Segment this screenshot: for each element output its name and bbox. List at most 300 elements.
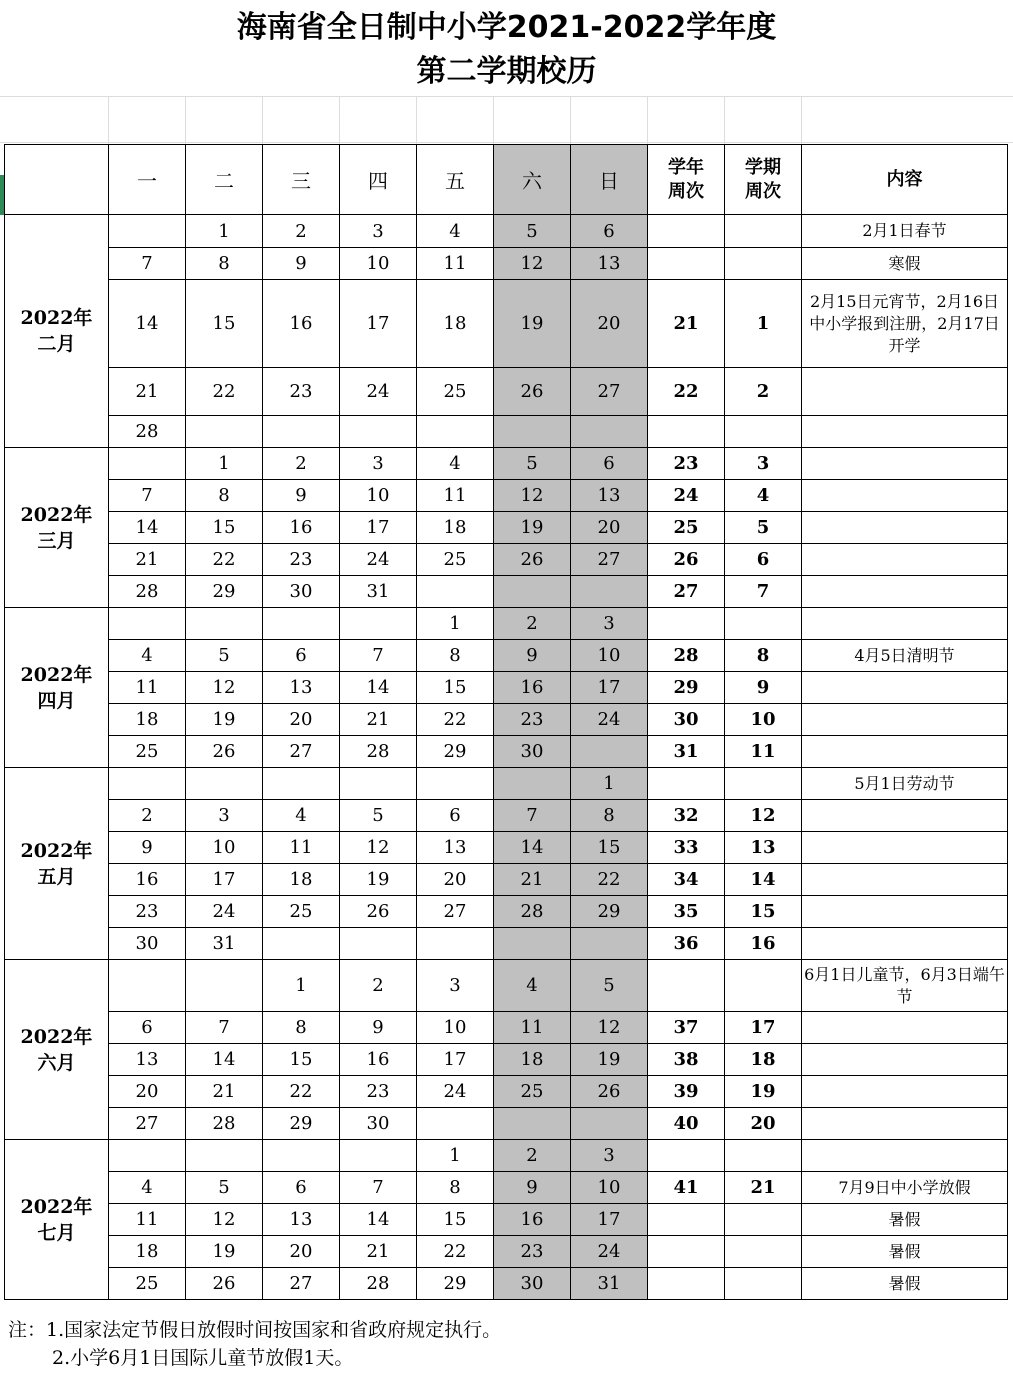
day-cell: 10	[340, 480, 417, 512]
day-cell: 28	[340, 736, 417, 768]
day-cell: 29	[417, 736, 494, 768]
day-cell: 15	[417, 672, 494, 704]
content-cell	[802, 512, 1008, 544]
day-cell: 24	[186, 896, 263, 928]
content-cell	[802, 480, 1008, 512]
day-cell: 1	[571, 768, 648, 800]
day-cell: 30	[494, 1268, 571, 1300]
week-row	[5, 736, 1008, 768]
day-cell: 26	[494, 544, 571, 576]
day-cell	[340, 416, 417, 448]
day-cell: 4	[109, 640, 186, 672]
school-year-week-cell	[648, 215, 725, 248]
school-year-week-cell	[648, 1268, 725, 1300]
content-cell	[802, 896, 1008, 928]
day-cell	[340, 1140, 417, 1172]
day-cell: 7	[340, 640, 417, 672]
semester-week-cell	[725, 248, 802, 280]
day-cell: 28	[494, 896, 571, 928]
semester-week-cell: 8	[725, 640, 802, 672]
week-row	[5, 576, 1008, 608]
school-year-week-cell: 35	[648, 896, 725, 928]
content-cell	[802, 608, 1008, 640]
day-cell	[494, 576, 571, 608]
content-cell	[802, 1108, 1008, 1140]
school-year-week-cell: 38	[648, 1044, 725, 1076]
day-cell	[494, 416, 571, 448]
content-cell	[802, 704, 1008, 736]
day-cell: 28	[109, 416, 186, 448]
day-cell	[186, 416, 263, 448]
day-cell: 4	[417, 448, 494, 480]
semester-week-cell: 10	[725, 704, 802, 736]
month-label: 2022年 六月	[5, 960, 109, 1140]
day-cell: 23	[494, 1236, 571, 1268]
day-cell: 31	[186, 928, 263, 960]
page-title: 海南省全日制中小学2021-2022学年度	[236, 10, 777, 45]
semester-week-cell	[725, 608, 802, 640]
day-cell	[494, 928, 571, 960]
school-year-week-cell: 29	[648, 672, 725, 704]
content-cell	[802, 1140, 1008, 1172]
month-label: 2022年 四月	[5, 608, 109, 768]
day-cell: 27	[417, 896, 494, 928]
day-cell: 5	[494, 215, 571, 248]
day-cell: 21	[340, 704, 417, 736]
day-cell: 16	[494, 1204, 571, 1236]
content-cell: 6月1日儿童节，6月3日端午节	[802, 960, 1008, 1012]
content-cell	[802, 832, 1008, 864]
page-subtitle: 第二学期校历	[416, 54, 597, 89]
day-cell: 20	[571, 280, 648, 368]
day-cell: 19	[494, 512, 571, 544]
day-cell: 27	[263, 1268, 340, 1300]
week-row	[5, 1108, 1008, 1140]
day-cell: 13	[109, 1044, 186, 1076]
content-cell	[802, 928, 1008, 960]
day-cell: 21	[186, 1076, 263, 1108]
week-row	[5, 544, 1008, 576]
content-cell: 寒假	[802, 248, 1008, 280]
day-cell: 4	[494, 960, 571, 1012]
day-cell: 27	[109, 1108, 186, 1140]
content-cell: 4月5日清明节	[802, 640, 1008, 672]
day-cell: 12	[340, 832, 417, 864]
day-cell: 20	[263, 704, 340, 736]
week-row	[5, 1204, 1008, 1236]
day-cell	[186, 768, 263, 800]
day-cell: 31	[340, 576, 417, 608]
week-row	[5, 1012, 1008, 1044]
content-cell	[802, 1076, 1008, 1108]
day-cell: 8	[263, 1012, 340, 1044]
day-cell: 17	[186, 864, 263, 896]
school-year-week-cell: 33	[648, 832, 725, 864]
day-cell: 11	[494, 1012, 571, 1044]
week-row	[5, 800, 1008, 832]
day-cell: 18	[109, 1236, 186, 1268]
school-year-week-cell	[648, 248, 725, 280]
day-cell: 5	[186, 1172, 263, 1204]
semester-week-header: 学期 周次	[725, 145, 802, 215]
day-cell: 2	[263, 215, 340, 248]
day-cell: 22	[186, 544, 263, 576]
school-year-week-cell: 34	[648, 864, 725, 896]
week-row	[5, 1236, 1008, 1268]
day-cell: 6	[263, 1172, 340, 1204]
school-year-week-cell: 41	[648, 1172, 725, 1204]
day-cell: 8	[186, 480, 263, 512]
school-year-week-cell: 39	[648, 1076, 725, 1108]
day-cell: 1	[186, 448, 263, 480]
day-cell: 28	[109, 576, 186, 608]
day-cell: 13	[571, 480, 648, 512]
week-row	[5, 416, 1008, 448]
footnote-2: 2.小学6月1日国际儿童节放假1天。	[52, 1347, 354, 1369]
school-year-week-cell: 31	[648, 736, 725, 768]
day-cell: 11	[109, 672, 186, 704]
day-cell: 14	[186, 1044, 263, 1076]
day-cell: 15	[186, 512, 263, 544]
day-cell: 25	[109, 736, 186, 768]
content-cell	[802, 448, 1008, 480]
day-cell: 8	[186, 248, 263, 280]
semester-week-cell	[725, 215, 802, 248]
content-cell	[802, 576, 1008, 608]
school-year-week-cell	[648, 1140, 725, 1172]
day-cell: 12	[494, 248, 571, 280]
day-cell: 25	[417, 544, 494, 576]
weekday-header: 日	[571, 145, 648, 215]
day-cell: 2	[263, 448, 340, 480]
school-year-week-cell: 28	[648, 640, 725, 672]
day-cell: 1	[417, 608, 494, 640]
day-cell: 10	[571, 1172, 648, 1204]
week-row	[5, 480, 1008, 512]
footnote-1: 注：1.国家法定节假日放假时间按国家和省政府规定执行。	[8, 1319, 502, 1341]
day-cell	[186, 960, 263, 1012]
week-row	[5, 512, 1008, 544]
day-cell: 12	[571, 1012, 648, 1044]
day-cell: 6	[263, 640, 340, 672]
day-cell: 28	[340, 1268, 417, 1300]
day-cell	[186, 1140, 263, 1172]
day-cell: 26	[186, 736, 263, 768]
day-cell: 17	[340, 280, 417, 368]
day-cell: 8	[417, 640, 494, 672]
day-cell: 23	[263, 368, 340, 416]
day-cell: 18	[417, 512, 494, 544]
day-cell: 5	[186, 640, 263, 672]
day-cell: 5	[494, 448, 571, 480]
semester-week-cell: 6	[725, 544, 802, 576]
day-cell	[494, 1108, 571, 1140]
day-cell	[571, 736, 648, 768]
gridline	[493, 96, 494, 144]
day-cell: 8	[417, 1172, 494, 1204]
week-row	[5, 768, 1008, 800]
week-row	[5, 1268, 1008, 1300]
day-cell: 29	[417, 1268, 494, 1300]
school-year-week-cell: 25	[648, 512, 725, 544]
day-cell: 2	[340, 960, 417, 1012]
weekday-header: 六	[494, 145, 571, 215]
school-year-week-cell: 37	[648, 1012, 725, 1044]
day-cell: 9	[494, 1172, 571, 1204]
week-row	[5, 864, 1008, 896]
content-cell: 暑假	[802, 1268, 1008, 1300]
day-cell: 12	[186, 672, 263, 704]
day-cell: 3	[186, 800, 263, 832]
weekday-header: 三	[263, 145, 340, 215]
day-cell: 8	[571, 800, 648, 832]
week-row	[5, 928, 1008, 960]
day-cell: 19	[571, 1044, 648, 1076]
day-cell: 21	[340, 1236, 417, 1268]
header-row	[5, 145, 1008, 215]
day-cell	[417, 928, 494, 960]
day-cell: 30	[340, 1108, 417, 1140]
semester-week-cell	[725, 1140, 802, 1172]
day-cell: 2	[109, 800, 186, 832]
day-cell: 24	[571, 704, 648, 736]
day-cell: 24	[340, 368, 417, 416]
day-cell: 6	[571, 215, 648, 248]
semester-week-cell: 4	[725, 480, 802, 512]
school-year-week-cell: 26	[648, 544, 725, 576]
day-cell: 7	[340, 1172, 417, 1204]
day-cell: 18	[109, 704, 186, 736]
semester-week-cell: 7	[725, 576, 802, 608]
day-cell	[340, 608, 417, 640]
week-row	[5, 368, 1008, 416]
content-cell: 2月1日春节	[802, 215, 1008, 248]
school-year-week-cell: 36	[648, 928, 725, 960]
school-year-week-cell: 30	[648, 704, 725, 736]
day-cell: 23	[494, 704, 571, 736]
day-cell	[109, 448, 186, 480]
content-cell	[802, 1012, 1008, 1044]
week-row	[5, 672, 1008, 704]
school-year-week-cell	[648, 768, 725, 800]
day-cell: 6	[571, 448, 648, 480]
day-cell: 13	[263, 672, 340, 704]
day-cell: 7	[186, 1012, 263, 1044]
day-cell: 10	[340, 248, 417, 280]
day-cell: 26	[571, 1076, 648, 1108]
day-cell: 17	[417, 1044, 494, 1076]
semester-week-cell: 12	[725, 800, 802, 832]
content-cell	[802, 1044, 1008, 1076]
gridline	[724, 96, 725, 144]
day-cell: 17	[571, 1204, 648, 1236]
weekday-header: 二	[186, 145, 263, 215]
day-cell: 19	[186, 704, 263, 736]
day-cell: 24	[340, 544, 417, 576]
week-row	[5, 248, 1008, 280]
week-row	[5, 704, 1008, 736]
day-cell: 12	[494, 480, 571, 512]
day-cell: 4	[417, 215, 494, 248]
day-cell: 20	[109, 1076, 186, 1108]
day-cell: 31	[571, 1268, 648, 1300]
day-cell: 15	[417, 1204, 494, 1236]
month-label: 2022年 二月	[5, 215, 109, 448]
semester-week-cell: 11	[725, 736, 802, 768]
day-cell	[109, 768, 186, 800]
day-cell: 19	[494, 280, 571, 368]
day-cell: 22	[571, 864, 648, 896]
school-year-week-cell: 23	[648, 448, 725, 480]
day-cell: 23	[340, 1076, 417, 1108]
day-cell: 10	[186, 832, 263, 864]
day-cell: 30	[109, 928, 186, 960]
day-cell	[571, 576, 648, 608]
school-year-week-cell: 40	[648, 1108, 725, 1140]
week-row	[5, 1044, 1008, 1076]
day-cell: 9	[263, 480, 340, 512]
school-year-week-cell	[648, 416, 725, 448]
day-cell: 27	[571, 368, 648, 416]
school-year-week-cell: 27	[648, 576, 725, 608]
day-cell: 19	[340, 864, 417, 896]
school-year-week-cell: 32	[648, 800, 725, 832]
day-cell: 27	[571, 544, 648, 576]
day-cell	[340, 768, 417, 800]
day-cell: 18	[494, 1044, 571, 1076]
day-cell: 16	[340, 1044, 417, 1076]
day-cell: 22	[186, 368, 263, 416]
day-cell: 21	[109, 368, 186, 416]
day-cell: 29	[263, 1108, 340, 1140]
day-cell: 17	[340, 512, 417, 544]
week-row	[5, 1172, 1008, 1204]
content-cell: 7月9日中小学放假	[802, 1172, 1008, 1204]
day-cell	[571, 928, 648, 960]
semester-week-cell: 17	[725, 1012, 802, 1044]
day-cell: 3	[340, 448, 417, 480]
day-cell: 5	[340, 800, 417, 832]
day-cell: 21	[109, 544, 186, 576]
day-cell: 3	[571, 608, 648, 640]
gridline	[416, 96, 417, 144]
school-year-week-cell: 24	[648, 480, 725, 512]
day-cell: 27	[263, 736, 340, 768]
month-label: 2022年 三月	[5, 448, 109, 608]
day-cell: 23	[263, 544, 340, 576]
day-cell: 26	[186, 1268, 263, 1300]
school-year-week-cell: 21	[648, 280, 725, 368]
day-cell: 26	[340, 896, 417, 928]
day-cell: 28	[186, 1108, 263, 1140]
day-cell: 1	[186, 215, 263, 248]
day-cell	[109, 960, 186, 1012]
semester-week-cell: 9	[725, 672, 802, 704]
day-cell: 16	[263, 512, 340, 544]
day-cell	[340, 928, 417, 960]
gridline	[262, 96, 263, 144]
content-cell	[802, 368, 1008, 416]
day-cell: 30	[263, 576, 340, 608]
week-row	[5, 215, 1008, 248]
day-cell: 13	[571, 248, 648, 280]
day-cell: 12	[186, 1204, 263, 1236]
day-cell: 25	[109, 1268, 186, 1300]
day-cell: 14	[494, 832, 571, 864]
week-row	[5, 1140, 1008, 1172]
day-cell: 29	[186, 576, 263, 608]
day-cell: 18	[417, 280, 494, 368]
day-cell	[109, 1140, 186, 1172]
content-cell: 5月1日劳动节	[802, 768, 1008, 800]
content-cell: 暑假	[802, 1236, 1008, 1268]
day-cell: 14	[340, 1204, 417, 1236]
day-cell: 10	[571, 640, 648, 672]
content-header: 内容	[802, 145, 1008, 215]
gridline	[801, 96, 802, 144]
week-row	[5, 640, 1008, 672]
semester-week-cell: 5	[725, 512, 802, 544]
day-cell: 9	[340, 1012, 417, 1044]
day-cell: 17	[571, 672, 648, 704]
week-row	[5, 832, 1008, 864]
day-cell: 25	[417, 368, 494, 416]
semester-week-cell	[725, 1204, 802, 1236]
semester-week-cell: 16	[725, 928, 802, 960]
day-cell: 1	[417, 1140, 494, 1172]
content-cell: 暑假	[802, 1204, 1008, 1236]
semester-week-cell: 13	[725, 832, 802, 864]
content-cell	[802, 864, 1008, 896]
day-cell	[109, 608, 186, 640]
day-cell: 3	[417, 960, 494, 1012]
day-cell	[417, 416, 494, 448]
day-cell: 6	[109, 1012, 186, 1044]
gridline	[185, 96, 186, 144]
semester-week-cell: 18	[725, 1044, 802, 1076]
semester-week-cell	[725, 960, 802, 1012]
day-cell	[186, 608, 263, 640]
day-cell: 20	[263, 1236, 340, 1268]
day-cell: 15	[571, 832, 648, 864]
day-cell: 14	[109, 512, 186, 544]
weekday-header: 五	[417, 145, 494, 215]
school-year-week-cell	[648, 960, 725, 1012]
gridline	[647, 96, 648, 144]
content-cell: 2月15日元宵节，2月16日中小学报到注册，2月17日开学	[802, 280, 1008, 368]
day-cell: 13	[417, 832, 494, 864]
day-cell: 16	[109, 864, 186, 896]
gridline	[339, 96, 340, 144]
day-cell: 26	[494, 368, 571, 416]
day-cell: 20	[571, 512, 648, 544]
day-cell: 14	[340, 672, 417, 704]
day-cell	[263, 608, 340, 640]
day-cell: 19	[186, 1236, 263, 1268]
day-cell: 15	[263, 1044, 340, 1076]
gridline	[108, 96, 109, 144]
semester-week-cell	[725, 1268, 802, 1300]
gridline	[570, 96, 571, 144]
day-cell: 18	[263, 864, 340, 896]
week-row	[5, 448, 1008, 480]
day-cell: 11	[263, 832, 340, 864]
semester-week-cell	[725, 1236, 802, 1268]
day-cell: 11	[109, 1204, 186, 1236]
day-cell: 7	[109, 248, 186, 280]
day-cell	[571, 1108, 648, 1140]
day-cell: 29	[571, 896, 648, 928]
